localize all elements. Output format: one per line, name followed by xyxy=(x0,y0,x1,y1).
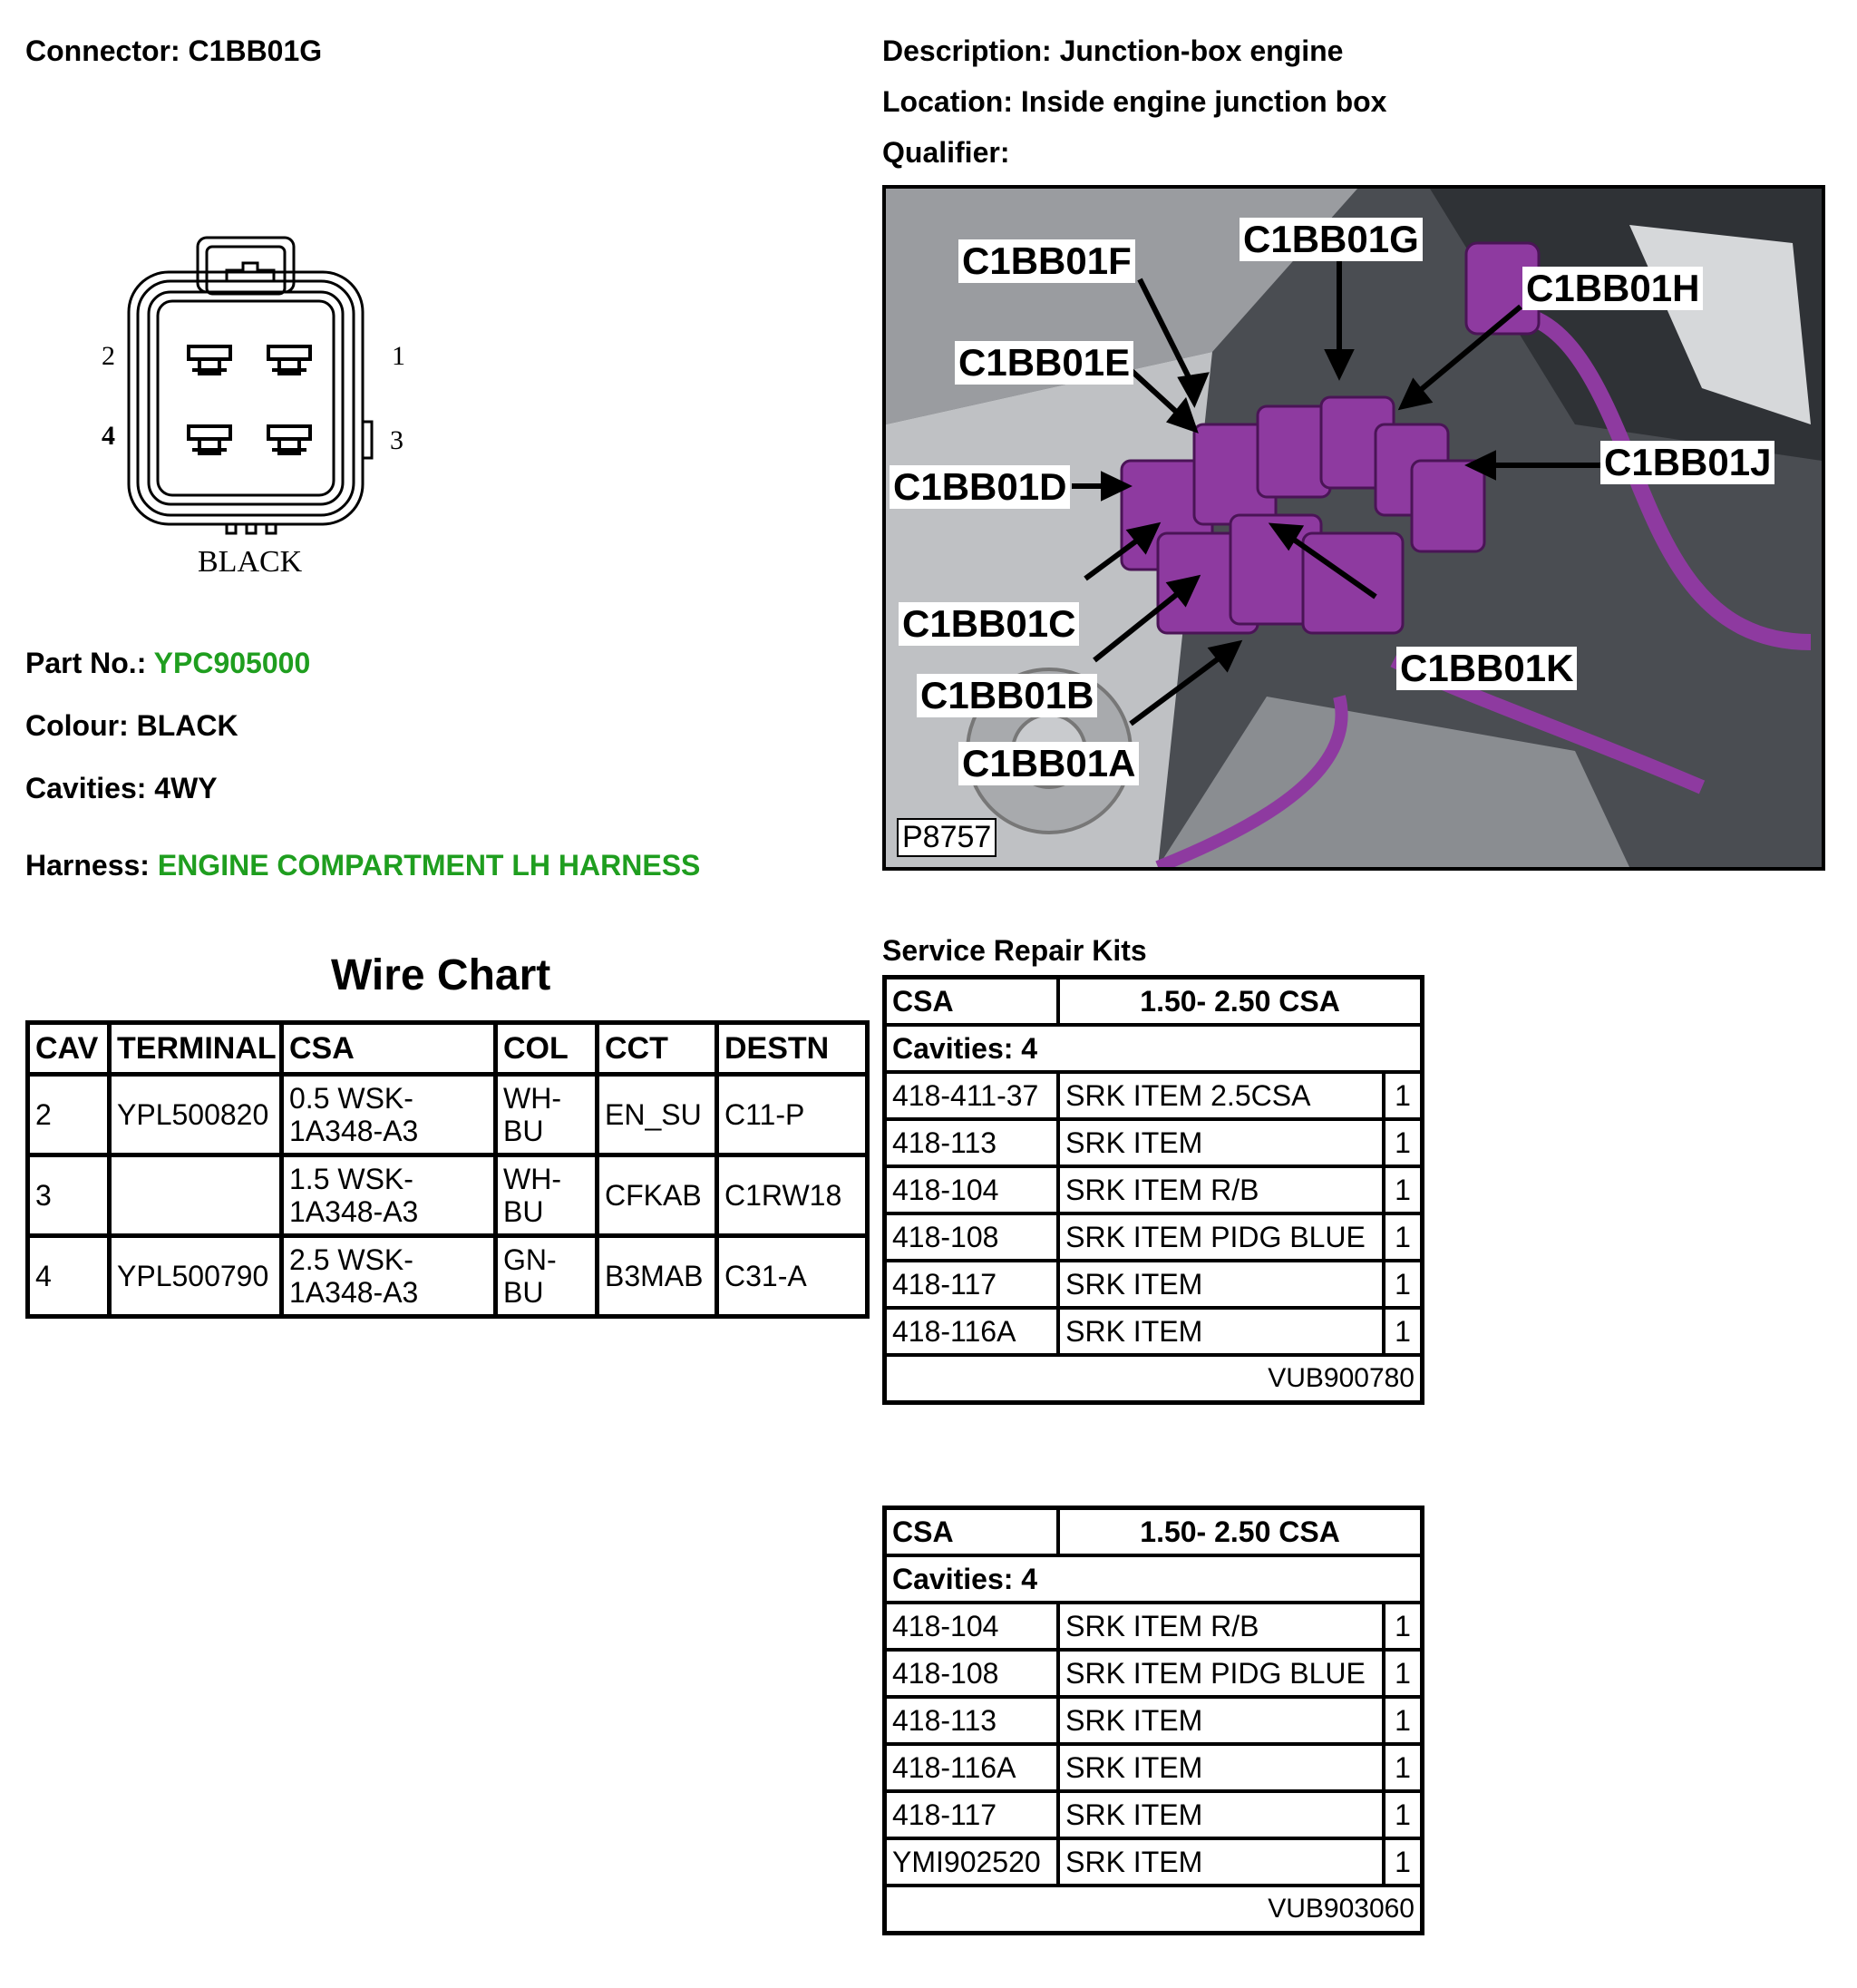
header-col: COL xyxy=(496,1023,598,1075)
cell-terminal: YPL500820 xyxy=(110,1075,282,1155)
kit-item-qty: 1 xyxy=(1384,1603,1422,1650)
pin-label-4: 4 xyxy=(102,421,115,451)
table-row xyxy=(28,1155,868,1236)
col-line-2: BU xyxy=(503,1195,544,1228)
col-line-1: WH- xyxy=(503,1082,561,1115)
callout-c1bb01f: C1BB01F xyxy=(958,239,1135,283)
kit-item-code: YMI902520 xyxy=(885,1838,1059,1886)
kit-item-code: 418-108 xyxy=(885,1213,1059,1261)
table-row xyxy=(885,1744,1423,1791)
kit-item-qty: 1 xyxy=(1384,1166,1422,1213)
cavities-label: Cavities: xyxy=(25,772,147,804)
kit-number: VUB903060 xyxy=(885,1886,1423,1934)
col-line-1: GN- xyxy=(503,1243,557,1276)
header-csa: CSA xyxy=(282,1023,496,1075)
kit-item-code: 418-117 xyxy=(885,1791,1059,1838)
header-cav: CAV xyxy=(28,1023,110,1075)
kit-item-code: 418-411-37 xyxy=(885,1072,1059,1119)
kit-item-code: 418-113 xyxy=(885,1119,1059,1166)
connector-value: C1BB01G xyxy=(188,34,323,67)
kit-item-qty: 1 xyxy=(1384,1744,1422,1791)
cell-destn: C1RW18 xyxy=(717,1155,868,1236)
kit-csa-row xyxy=(885,1508,1423,1556)
table-row xyxy=(885,1213,1423,1261)
kit-item-desc: SRK ITEM xyxy=(1058,1697,1384,1744)
csa-line-1: 0.5 WSK- xyxy=(289,1082,413,1115)
kit-item-code: 418-116A xyxy=(885,1308,1059,1355)
cell-cav: 3 xyxy=(28,1155,110,1236)
callout-c1bb01d: C1BB01D xyxy=(890,465,1070,509)
csa-line-2: 1A348-A3 xyxy=(289,1195,419,1228)
part-number-label: Part No.: xyxy=(25,647,147,679)
colour-value: BLACK xyxy=(136,709,238,742)
cavities-value: 4WY xyxy=(154,772,218,804)
kit-item-qty: 1 xyxy=(1384,1213,1422,1261)
callout-c1bb01a: C1BB01A xyxy=(958,742,1139,785)
pin-label-2: 2 xyxy=(102,341,115,371)
kit-item-desc: SRK ITEM xyxy=(1058,1838,1384,1886)
kit-item-desc: SRK ITEM PIDG BLUE xyxy=(1058,1650,1384,1697)
harness-line xyxy=(25,849,700,882)
kit-item-qty: 1 xyxy=(1384,1650,1422,1697)
col-line-2: BU xyxy=(503,1276,544,1309)
kit-cavities: Cavities: 4 xyxy=(885,1555,1423,1603)
part-number-line xyxy=(25,647,310,680)
cell-destn: C31-A xyxy=(717,1236,868,1317)
cell-col xyxy=(496,1155,598,1236)
cell-destn: C11-P xyxy=(717,1075,868,1155)
kit-item-code: 418-113 xyxy=(885,1697,1059,1744)
kit-item-code: 418-117 xyxy=(885,1261,1059,1308)
wire-chart-header-row xyxy=(28,1023,868,1075)
pin-label-3: 3 xyxy=(390,425,403,455)
wire-chart-table xyxy=(25,1020,870,1319)
kit-item-desc: SRK ITEM xyxy=(1058,1261,1384,1308)
pin-label-1: 1 xyxy=(392,341,405,371)
table-row xyxy=(885,1838,1423,1886)
kit-item-qty: 1 xyxy=(1384,1072,1422,1119)
callout-c1bb01j: C1BB01J xyxy=(1600,441,1774,484)
drawing-colour-label: BLACK xyxy=(198,545,303,579)
kit-item-desc: SRK ITEM R/B xyxy=(1058,1166,1384,1213)
csa-line-2: 1A348-A3 xyxy=(289,1276,419,1309)
table-row xyxy=(885,1308,1423,1355)
kit-item-desc: SRK ITEM xyxy=(1058,1308,1384,1355)
table-row xyxy=(885,1650,1423,1697)
kit-cavities-row xyxy=(885,1555,1423,1603)
cell-csa xyxy=(282,1236,496,1317)
kit-cavities-row xyxy=(885,1025,1423,1072)
header-terminal: TERMINAL xyxy=(110,1023,282,1075)
col-line-1: WH- xyxy=(503,1163,561,1195)
callout-c1bb01k: C1BB01K xyxy=(1396,647,1577,690)
kit-item-desc: SRK ITEM xyxy=(1058,1791,1384,1838)
description-line xyxy=(882,34,1343,68)
qualifier-line xyxy=(882,136,1009,170)
cell-csa xyxy=(282,1155,496,1236)
connector-label: Connector: xyxy=(25,34,180,67)
cell-cct: CFKAB xyxy=(598,1155,717,1236)
colour-label: Colour: xyxy=(25,709,129,742)
kit-cavities: Cavities: 4 xyxy=(885,1025,1423,1072)
kit-item-qty: 1 xyxy=(1384,1261,1422,1308)
location-label: Location: xyxy=(882,85,1013,118)
kit-item-code: 418-116A xyxy=(885,1744,1059,1791)
location-line xyxy=(882,85,1386,119)
cell-col xyxy=(496,1075,598,1155)
cell-cct: B3MAB xyxy=(598,1236,717,1317)
header-destn: DESTN xyxy=(717,1023,868,1075)
connector-line xyxy=(25,34,322,68)
table-row xyxy=(885,1697,1423,1744)
cell-col xyxy=(496,1236,598,1317)
kit-item-qty: 1 xyxy=(1384,1697,1422,1744)
figure-id: P8757 xyxy=(897,818,997,857)
kit-csa-value: 1.50- 2.50 CSA xyxy=(1058,1508,1422,1556)
kit-item-code: 418-104 xyxy=(885,1603,1059,1650)
kits-title: Service Repair Kits xyxy=(882,934,1147,967)
csa-line-1: 2.5 WSK- xyxy=(289,1243,413,1276)
table-row xyxy=(28,1075,868,1155)
table-row xyxy=(885,1261,1423,1308)
csa-line-2: 1A348-A3 xyxy=(289,1115,419,1147)
part-number-value[interactable]: YPC905000 xyxy=(153,647,311,679)
kit-item-desc: SRK ITEM xyxy=(1058,1744,1384,1791)
table-row xyxy=(28,1236,868,1317)
callout-c1bb01b: C1BB01B xyxy=(917,674,1097,717)
kit-csa-row xyxy=(885,978,1423,1026)
description-value: Junction-box engine xyxy=(1059,34,1344,67)
kit-item-qty: 1 xyxy=(1384,1838,1422,1886)
kit-item-qty: 1 xyxy=(1384,1791,1422,1838)
kit-item-desc: SRK ITEM xyxy=(1058,1119,1384,1166)
cell-cav: 2 xyxy=(28,1075,110,1155)
harness-label: Harness: xyxy=(25,849,150,882)
cell-terminal: YPL500790 xyxy=(110,1236,282,1317)
table-row xyxy=(885,1166,1423,1213)
kit-csa-label: CSA xyxy=(885,1508,1059,1556)
cell-cav: 4 xyxy=(28,1236,110,1317)
callout-c1bb01e: C1BB01E xyxy=(955,341,1133,385)
header-cct: CCT xyxy=(598,1023,717,1075)
csa-line-1: 1.5 WSK- xyxy=(289,1163,413,1195)
cell-terminal xyxy=(110,1155,282,1236)
kit-number: VUB900780 xyxy=(885,1355,1423,1403)
callout-c1bb01h: C1BB01H xyxy=(1522,267,1703,310)
col-line-2: BU xyxy=(503,1115,544,1147)
kit-csa-value: 1.50- 2.50 CSA xyxy=(1058,978,1422,1026)
kit-item-code: 418-108 xyxy=(885,1650,1059,1697)
kit-item-code: 418-104 xyxy=(885,1166,1059,1213)
location-photo xyxy=(882,185,1825,871)
qualifier-label: Qualifier: xyxy=(882,136,1010,169)
kit-item-qty: 1 xyxy=(1384,1119,1422,1166)
connector-face-drawing xyxy=(91,227,435,590)
cell-csa xyxy=(282,1075,496,1155)
table-row xyxy=(885,1603,1423,1650)
kit-csa-label: CSA xyxy=(885,978,1059,1026)
kit-item-desc: SRK ITEM R/B xyxy=(1058,1603,1384,1650)
harness-value[interactable]: ENGINE COMPARTMENT LH HARNESS xyxy=(157,849,701,882)
colour-line xyxy=(25,709,238,743)
kit-item-qty: 1 xyxy=(1384,1308,1422,1355)
callout-c1bb01c: C1BB01C xyxy=(899,602,1079,646)
kit-number-row xyxy=(885,1355,1423,1403)
location-value: Inside engine junction box xyxy=(1020,85,1387,118)
kit-item-desc: SRK ITEM PIDG BLUE xyxy=(1058,1213,1384,1261)
table-row xyxy=(885,1791,1423,1838)
cavities-line xyxy=(25,772,218,805)
description-label: Description: xyxy=(882,34,1052,67)
repair-kit-1-table xyxy=(882,975,1424,1405)
repair-kit-2-table xyxy=(882,1506,1424,1935)
table-row xyxy=(885,1072,1423,1119)
kit-number-row xyxy=(885,1886,1423,1934)
table-row xyxy=(885,1119,1423,1166)
wire-chart-title: Wire Chart xyxy=(331,951,551,999)
kit-item-desc: SRK ITEM 2.5CSA xyxy=(1058,1072,1384,1119)
callout-c1bb01g: C1BB01G xyxy=(1240,218,1423,261)
cell-cct: EN_SU xyxy=(598,1075,717,1155)
